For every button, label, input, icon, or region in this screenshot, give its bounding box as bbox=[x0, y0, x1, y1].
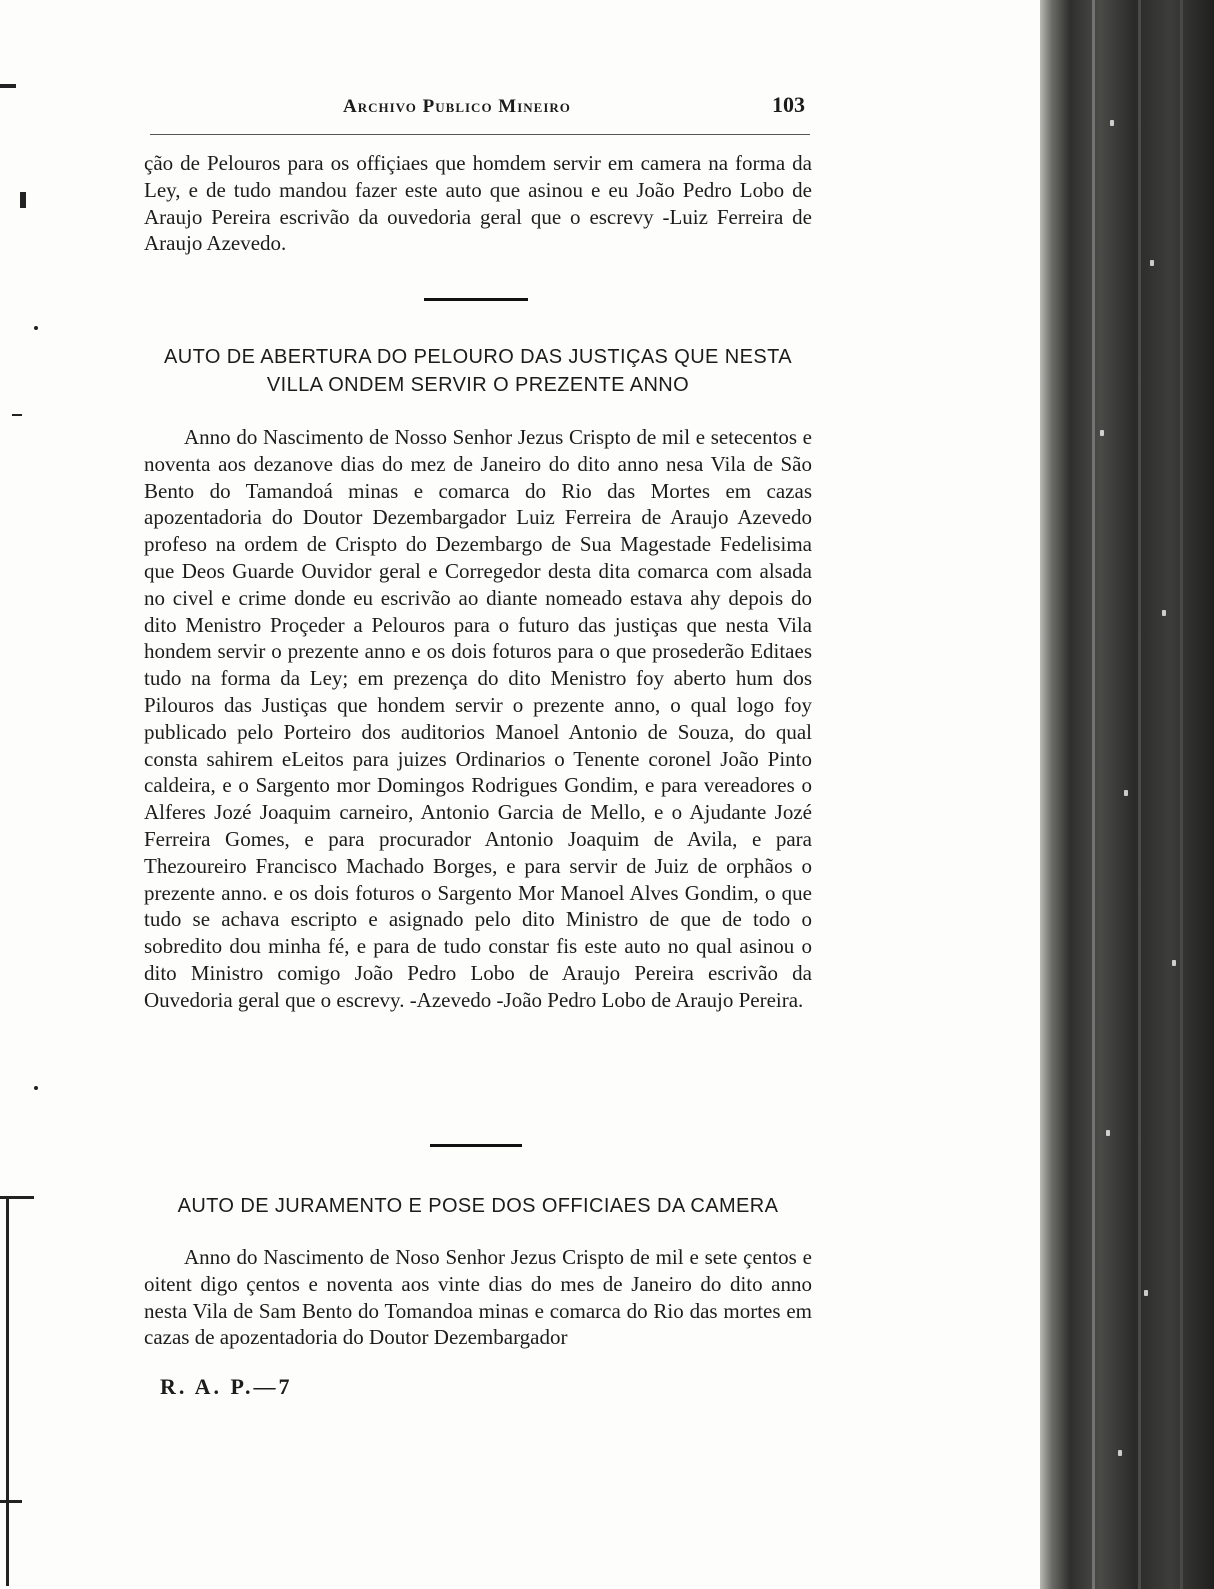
section-divider-1 bbox=[424, 298, 528, 301]
signature-mark: R. A. P.—7 bbox=[160, 1374, 293, 1399]
scan-mark bbox=[34, 326, 38, 330]
scan-mark bbox=[20, 192, 26, 208]
header-rule bbox=[150, 134, 810, 135]
section-divider-2 bbox=[430, 1144, 522, 1147]
section1-body bbox=[144, 424, 812, 1014]
running-header-title: Archivo Publico Mineiro bbox=[343, 96, 571, 117]
scan-mark bbox=[12, 414, 22, 416]
section2-body-text: Anno do Nascimento de Noso Senhor Jezus Crispto de mil e sete çentos e oitent digo çentos e noventa aos vinte dias do mes de Janeiro do dito anno nesta Vila de Sam Bento do Tomandoa minas e comarca do Rio das mortes em cazas de apozentadoria do Doutor Dezembargador bbox=[144, 1245, 812, 1350]
section1-heading: AUTO DE ABERTURA DO PELOURO DAS JUSTIÇAS QUE NESTA VILLA ONDEM SERVIR O PREZENTE ANNO bbox=[164, 346, 792, 396]
scan-mark bbox=[0, 1500, 22, 1503]
section2-body bbox=[144, 1244, 812, 1351]
scan-mark bbox=[0, 84, 16, 88]
book-spine bbox=[1040, 0, 1214, 1589]
scan-mark bbox=[34, 1086, 38, 1090]
scan-mark bbox=[6, 1196, 9, 1586]
section2-heading: AUTO DE JURAMENTO E POSE DOS OFFICIAES DA CAMERA bbox=[177, 1195, 779, 1217]
continuation-paragraph bbox=[144, 150, 812, 257]
continuation-text: ção de Pelouros para os offiçiaes que homdem servir em camera na forma da Ley, e de tudo mandou fazer este auto que asinou e eu João Pedro Lobo de Araujo Pereira escrivão da ouvedoria geral que o escrevy -Luiz Ferreira de Araujo Azevedo. bbox=[144, 151, 812, 256]
section1-body-text: Anno do Nascimento de Nosso Senhor Jezus Crispto de mil e setecentos e noventa aos dezanove dias do mez de Janeiro do dito anno nesa Vila de São Bento do Tamandoá minas e comarca do Rio das Mortes em cazas apozentadoria do Doutor Dezembargador Luiz Ferreira de Araujo Azevedo profeso na ordem de Crispto do Dezembargo de Sua Magestade Fedelisima que Deos Guarde Ouvidor geral e Corregedor desta dita comarca com alsada no civel e crime donde eu escrivão ao diante nomeado estava ahy depois do dito Menistro Proçeder a Pelouros para o futuro das justiças que nesta Vila hondem servir o prezente anno e os dois foturos para o que prosederão Editaes tudo na forma da Ley; em prezença do dito Menistro foy aberto hum dos Pilouros das Justiças que hondem servir o prezente anno, o qual logo foy publicado pelo Porteiro dos auditorios Manoel Antonio de Souza, do qual consta sahirem eLeitos para juizes Ordinarios o Tenente coronel João Pinto caldeira, e o Sargento mor Domingos Rodrigues Gondim, e para vereadores o Alferes Jozé Joaquim carneiro, Antonio Garcia de Mello, e o Ajudante Jozé Ferreira Gomes, e para procurador Antonio Joaquim de Avila, e para Thezoureiro Francisco Machado Borges, e para servir de Juiz de orphãos o prezente anno. e os dois foturos o Sargento Mor Manoel Alves Gondim, o que tudo se achava escripto e asignado pelo dito Ministro de que de todo o sobredito dou minha fé, e para de tudo constar fis este auto no qual asinou o dito Ministro comigo João Pedro Lobo de Araujo Pereira escrivão da Ouvedoria geral que o escrevy. -Azevedo -João Pedro Lobo de Araujo Pereira. bbox=[144, 425, 812, 1012]
page-number: 103 bbox=[772, 92, 805, 117]
